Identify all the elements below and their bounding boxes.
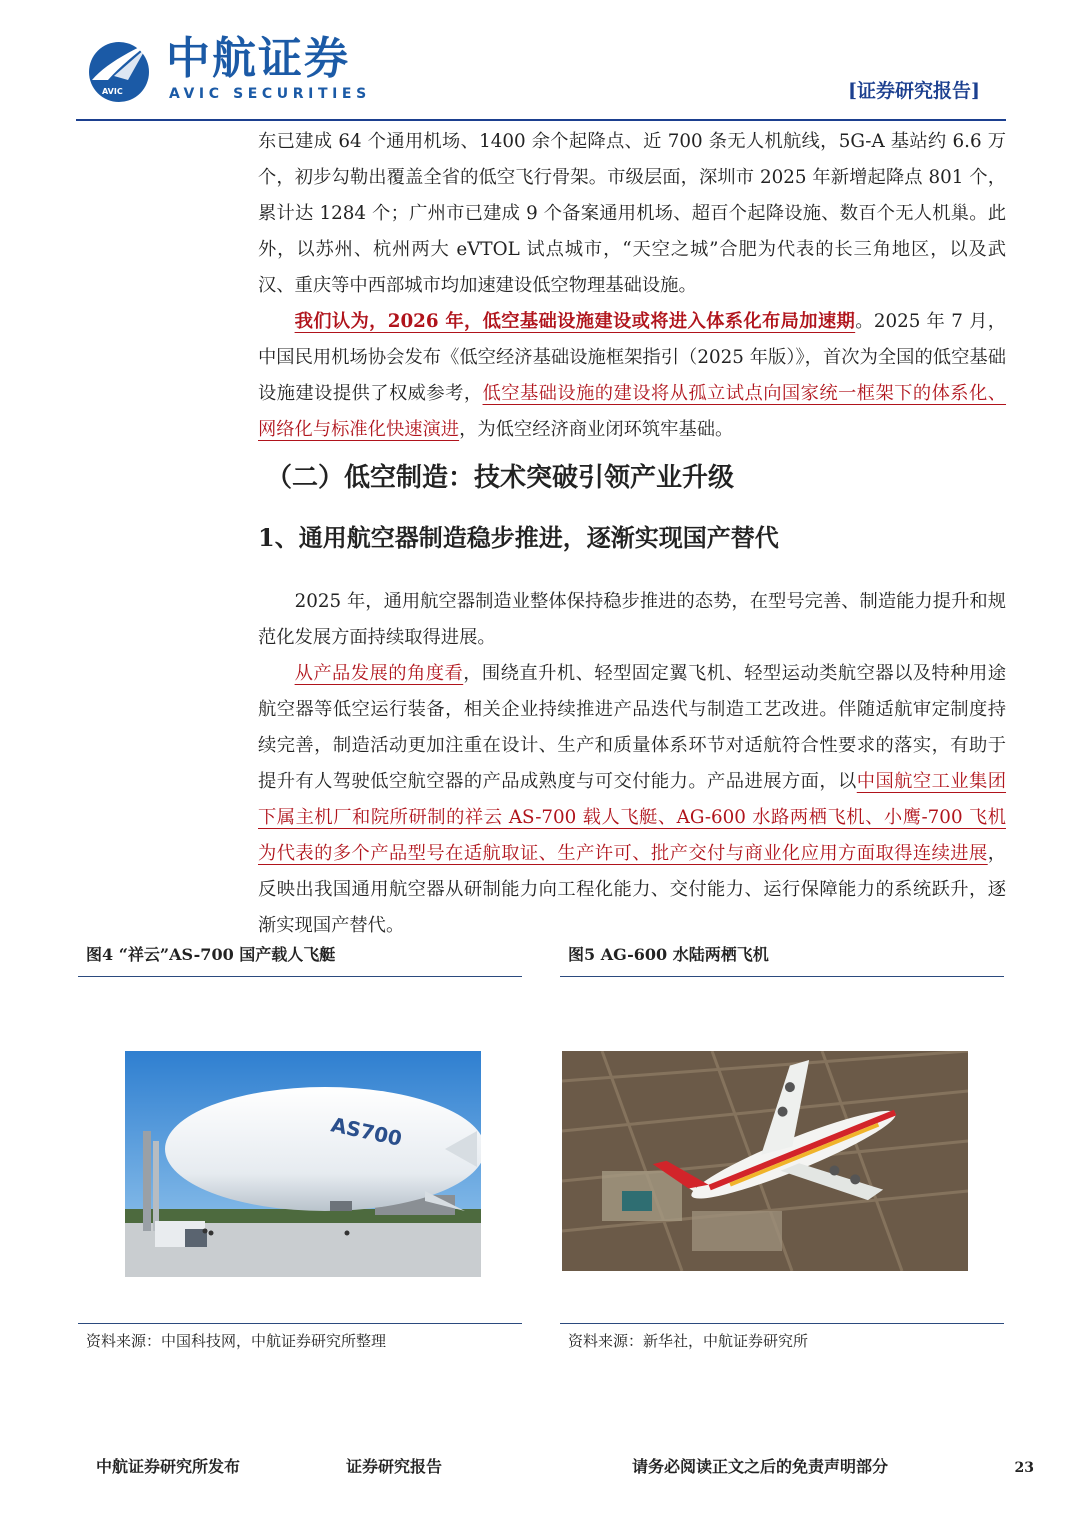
logo-text-cn: 中航证券 (166, 33, 350, 84)
airship-marking: AS700 (328, 1112, 405, 1151)
paragraph-1: 东已建成 64 个通用机场、1400 余个起降点、近 700 条无人机航线，5G-A 基站约 6.6 万个，初步勾勒出覆盖全省的低空飞行骨架。市级层面，深圳市 2025 年新增起降点 801 个，累计达 1284 个；广州市已建成 9 个备案通用机场、超百个起降设施、数百个无人机巢。此外，以苏州、杭州两大 eVTOL 试点城市，“天空之城”合肥为代表的长三角地区，以及武汉、重庆等中西部城市均加速建设低空物理基础设施。 (258, 131, 1006, 296)
paragraph-4-text-a: ，围绕直升机、轻型固定翼飞机、轻型运动类航空器以及特种用途航空器等低空运行装备，相关企业持续推进产品迭代与制造工艺改进。伴随适航审定制度持续完善，制造活动更加注重在设计、生产和质量体系环节对适航符合性要求的落实，有助于提升有人驾驶低空航空器的产品成熟度与可交付能力。产品进展方面，以 (258, 663, 1007, 792)
figure-5 (560, 940, 1004, 1358)
paragraph-2-text-b: ，为低空经济商业闭环筑牢基础。 (459, 419, 734, 440)
product-perspective-highlight: 从产品发展的角度看 (294, 663, 464, 684)
figure-4-frame (78, 977, 522, 1283)
figure-5-title: 图5 AG-600 水陆两栖飞机 (568, 945, 769, 964)
footer-disclaimer: 请务必阅读正文之后的免责声明部分 (632, 1457, 889, 1476)
figure-4 (78, 940, 522, 1358)
key-conclusion: 我们认为，2026 年，低空基础设施建设或将进入体系化布局加速期 (294, 311, 856, 332)
paragraph-2 (258, 304, 1006, 448)
figure-4-source: 资料来源：中国科技网，中航证券研究所整理 (86, 1332, 387, 1350)
seaplane-photo (562, 1051, 968, 1271)
paragraph-2-text-a: 。2025 年 7 月，中国民用机场协会发布《低空经济基础设施框架指引（2025 年版）》，首次为全国的低空基础设施建设提供了权威参考， (258, 311, 1006, 404)
product-progress-highlight: 中国航空工业集团下属主机厂和院所研制的祥云 AS-700 载人飞艇、AG-600 水路两栖飞机、小鹰-700 飞机为代表的多个产品型号在适航取证、生产许可、批产交付与商业化应用方面取得连续进展 (258, 771, 1007, 864)
airship-photo (125, 1051, 481, 1277)
figure-4-title: 图4 “祥云”AS-700 国产载人飞艇 (86, 945, 336, 964)
paragraph-4-text-b: ，反映出我国通用航空器从研制能力向工程化能力、交付能力、运行保障能力的系统跃升，逐渐实现国产替代。 (258, 843, 1006, 936)
paragraph-3: 2025 年，通用航空器制造业整体保持稳步推进的态势，在型号完善、制造能力提升和规范化发展方面持续取得进展。 (258, 591, 1006, 648)
page-footer (0, 1440, 1080, 1480)
figure-5-frame (560, 977, 1004, 1283)
header-divider (76, 119, 1006, 121)
report-tag: [证券研究报告] (848, 80, 980, 102)
page-header (0, 0, 1080, 125)
paragraph-4 (258, 656, 1006, 944)
figure-5-source: 资料来源：新华社，中航证券研究所 (568, 1332, 809, 1350)
avic-logo-icon (84, 36, 154, 106)
footer-publisher: 中航证券研究所发布 (96, 1457, 241, 1476)
subsection-heading: 1、通用航空器制造稳步推进，逐渐实现国产替代 (258, 523, 779, 552)
section-heading: （二）低空制造：技术突破引领产业升级 (266, 463, 735, 493)
logo-badge-text: AVIC (102, 87, 123, 96)
logo-text-en: AVIC SECURITIES (169, 86, 371, 102)
main-content (258, 124, 1006, 944)
footer-report-type: 证券研究报告 (346, 1457, 443, 1476)
page-number: 23 (1014, 1460, 1034, 1476)
key-highlight: 低空基础设施的建设将从孤立试点向国家统一框架下的体系化、网络化与标准化快速演进 (258, 383, 1007, 440)
